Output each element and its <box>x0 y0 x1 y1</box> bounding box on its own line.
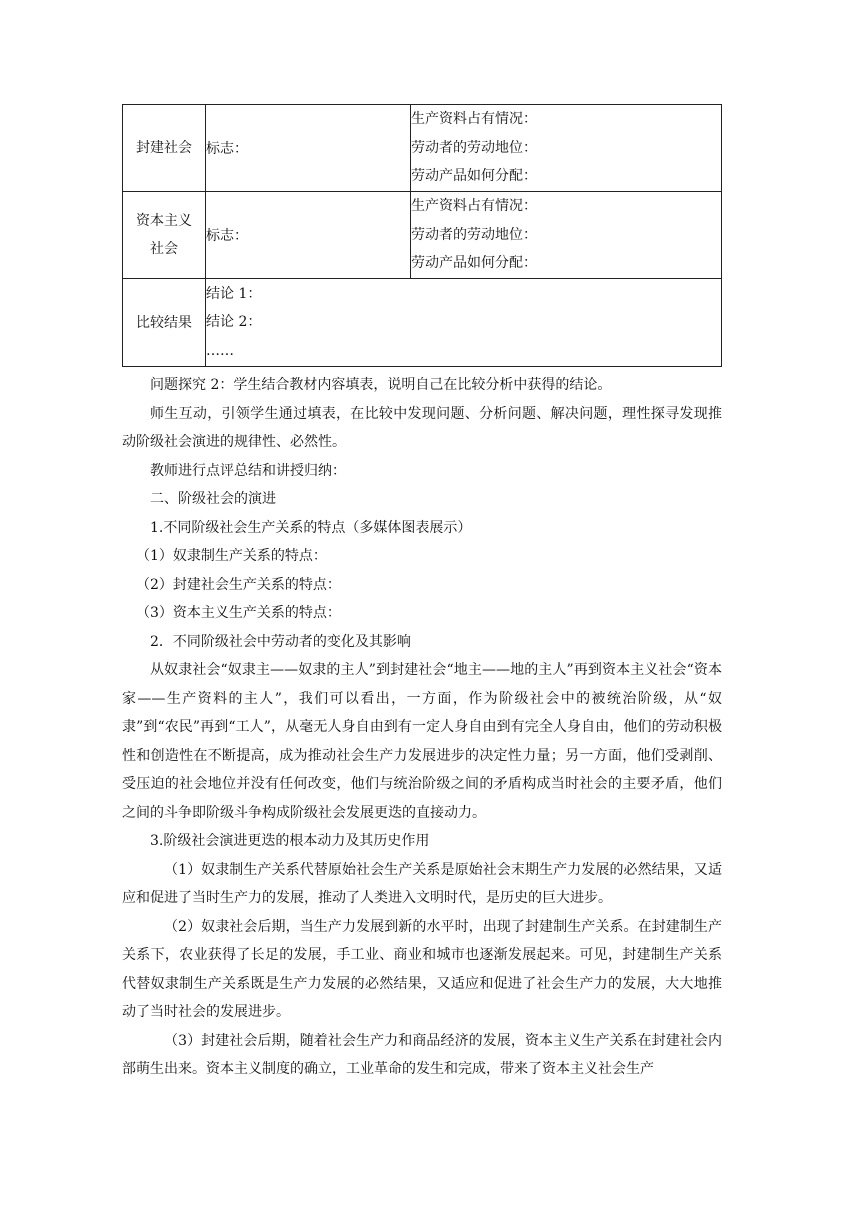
section-heading: 二、阶级社会的演进 <box>150 491 276 507</box>
list-item: （3）资本主义生产关系的特点： <box>136 605 341 621</box>
detail-ownership: 生产资料占有情况： <box>411 198 537 215</box>
row-label-line: 资本主义 <box>136 213 192 229</box>
detail-ownership: 生产资料占有情况： <box>411 111 537 128</box>
table-row-conclusion <box>123 279 722 367</box>
subheading-1: 1.不同阶级社会生产关系的特点（多媒体图表展示） <box>150 519 472 536</box>
paragraph-laborers: 从奴隶社会“奴隶主——奴隶的主人”到封建社会“地主——地的主人”再到资本主义社会“资本家——生产资料的主人”，我们可以看出，一方面，作为阶级社会中的被统治阶级，从“奴隶”到“农民”再到“工人”，从毫无人身自由到有一定人身自由到有完全人身自由，他们的劳动积极性和创造性在不断提高，成为推动社会生产力发展进步的决定性力量；另一方面，他们受剥削、受压迫的社会地位并没有任何改变，他们与统治阶级之间的矛盾构成当时社会的主要矛盾，他们之间的斗争即阶级斗争构成阶级社会发展更迭的直接动力。 <box>122 662 722 821</box>
paragraph-point-2: （2）奴隶社会后期，当生产力发展到新的水平时，出现了封建制生产关系。在封建制生产关系下，农业获得了长足的发展，手工业、商业和城市也逐渐发展起来。可见，封建制生产关系代替奴隶制生产关系既是生产力发展的必然结果，又适应和促进了社会生产力的发展，大大地推动了当时社会的发展进步。 <box>122 918 722 1020</box>
paragraph-interaction: 师生互动，引领学生通过填表，在比较中发现问题、分析问题、解决问题，理性探寻发现推动阶级社会演进的规律性、必然性。 <box>122 405 722 450</box>
table-row-capitalist <box>123 192 722 279</box>
details-cell <box>411 192 722 279</box>
row-label-feudal: 封建社会 <box>123 105 206 192</box>
row-label-line: 社会 <box>150 241 178 257</box>
paragraph-teacher-summary: 教师进行点评总结和讲授归纳： <box>150 462 346 479</box>
conclusion-cell <box>206 279 722 367</box>
sign-cell: 标志： <box>206 192 411 279</box>
subheading-2: 2．不同阶级社会中劳动者的变化及其影响 <box>150 633 411 650</box>
paragraph-point-1: （1）奴隶制生产关系代替原始社会生产关系是原始社会末期生产力发展的必然结果，又适应和促进了当时生产力的发展，推动了人类进入文明时代，是历史的巨大进步。 <box>122 861 722 906</box>
paragraph-inquiry: 问题探究 2：学生结合教材内容填表，说明自己在比较分析中获得的结论。 <box>150 377 612 393</box>
sign-cell: 标志： <box>206 105 411 192</box>
paragraph-point-3: （3）封建社会后期，随着社会生产力和商品经济的发展，资本主义生产关系在封建社会内部萌生出来。资本主义制度的确立，工业革命的发生和完成，带来了资本主义社会生产 <box>122 1032 722 1077</box>
conclusion-line: 结论 1： <box>206 285 262 302</box>
table-row-feudal <box>123 105 722 192</box>
subheading-3: 3.阶级社会演进更迭的根本动力及其历史作用 <box>150 833 430 849</box>
detail-distribution: 劳动产品如何分配： <box>411 255 537 272</box>
details-cell <box>411 105 722 192</box>
row-label-conclusion: 比较结果 <box>123 279 206 367</box>
detail-distribution: 劳动产品如何分配： <box>411 168 537 185</box>
list-item: （1）奴隶制生产关系的特点： <box>136 548 327 564</box>
conclusion-line: 结论 2： <box>206 314 262 331</box>
body-text <box>122 371 722 1084</box>
row-label-capitalist <box>123 192 206 279</box>
comparison-table <box>122 104 722 367</box>
list-item: （2）封建社会生产关系的特点： <box>136 576 341 593</box>
conclusion-line: …… <box>206 342 234 359</box>
detail-labor-status: 劳动者的劳动地位： <box>411 139 537 156</box>
detail-labor-status: 劳动者的劳动地位： <box>411 226 537 243</box>
